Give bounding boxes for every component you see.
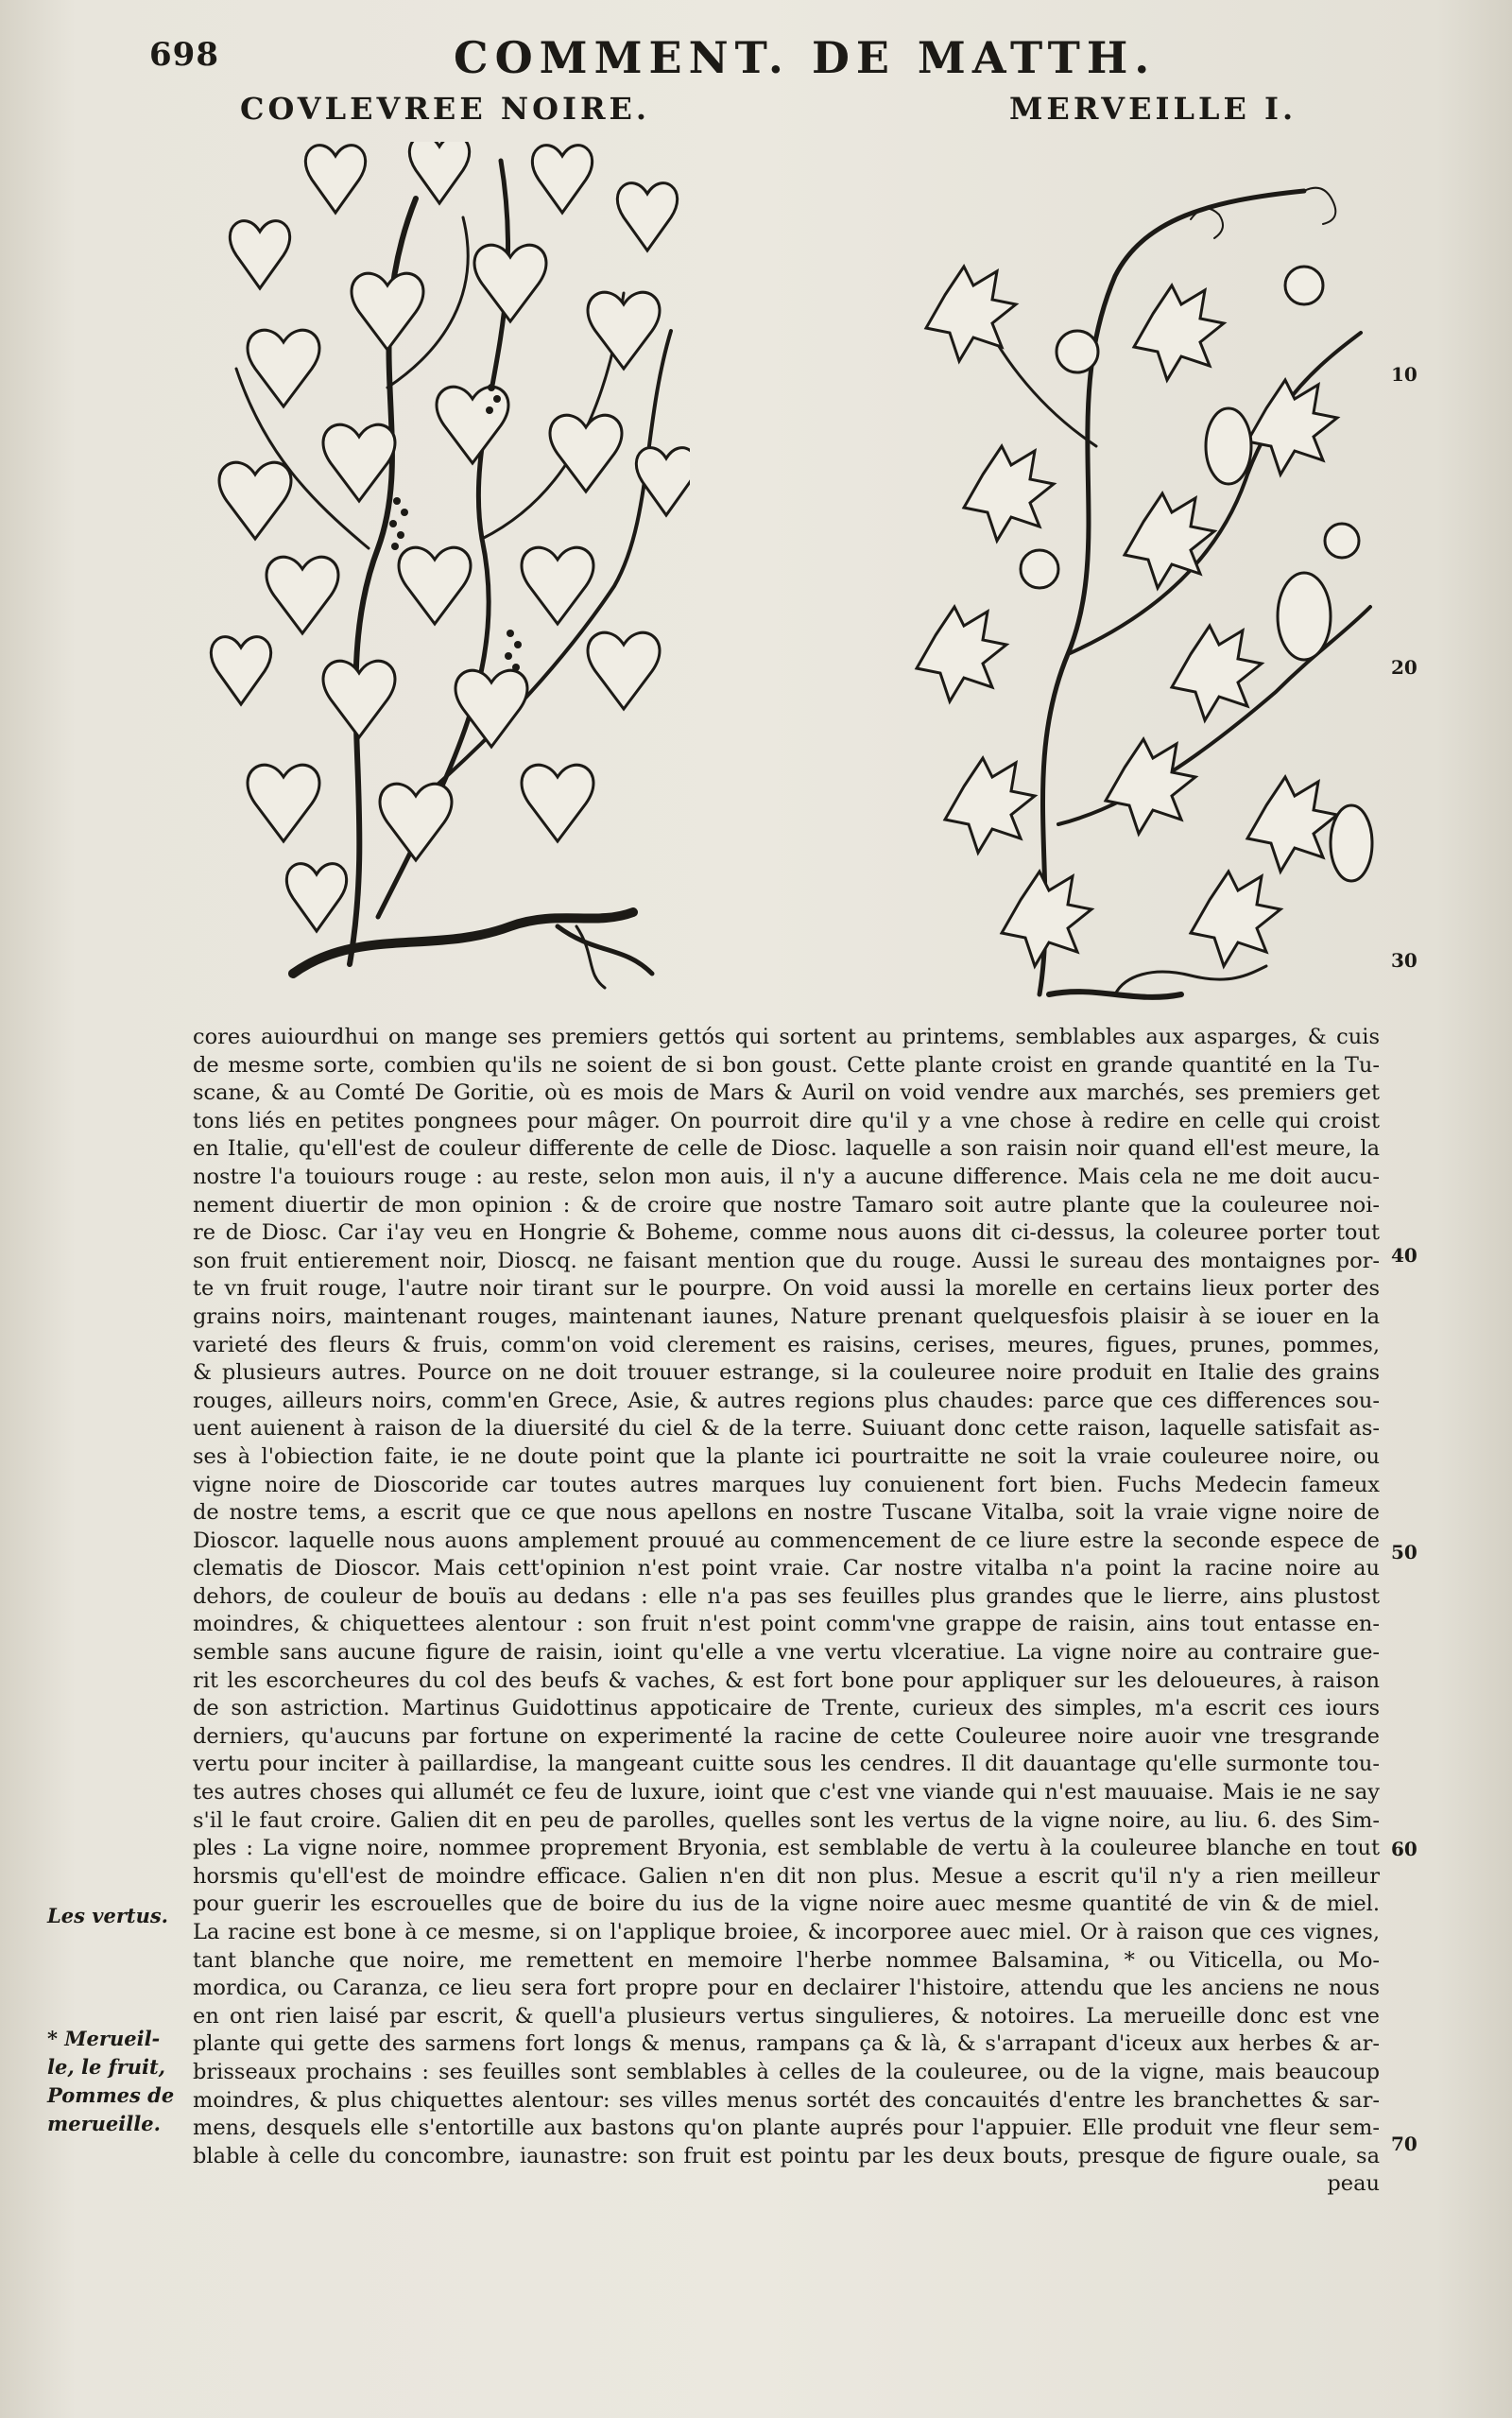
catchword: peau <box>1327 2171 1380 2197</box>
text-line: ses à l'obiection faite, ie ne doute point que la plante ici pourtraitte ne soit la vraie couleuree noire, ou <box>193 1443 1380 1469</box>
line-number: 10 <box>1391 363 1418 386</box>
text-line: en Italie, qu'ell'est de couleur differente de celle de Diosc. laquelle a son raisin noir quand ell'est meure, la <box>193 1136 1380 1162</box>
line-number: 50 <box>1391 1541 1418 1563</box>
text-line: tant blanche que noire, me remettent en memoire l'herbe nommee Balsamina, * ou Viticella, ou Mo- <box>193 1947 1380 1973</box>
line-number: 30 <box>1391 949 1418 972</box>
running-head: COMMENT. DE MATTH. <box>454 32 1157 83</box>
vine-illustration-right <box>907 163 1380 1013</box>
text-line: mordica, ou Caranza, ce lieu sera fort propre pour en declairer l'histoire, attendu que les anciens ne nous <box>193 1976 1380 2001</box>
line-number: 40 <box>1391 1244 1418 1267</box>
text-line: vertu pour inciter à paillardise, la mangeant cuitte sous les cendres. Il dit dauantage qu'elle surmonte tou- <box>193 1752 1380 1777</box>
text-line: rouges, ailleurs noirs, comm'en Grece, Asie, & autres regions plus chaudes: parce que ces differences sou- <box>193 1388 1380 1413</box>
text-line: re de Diosc. Car i'ay veu en Hongrie & Boheme, comme nous auons dit ci-dessus, la coleuree porter tout <box>193 1220 1380 1246</box>
text-line: nostre l'a touiours rouge : au reste, selon mon auis, il n'y a aucune difference. Mais cela ne me doit aucu- <box>193 1164 1380 1189</box>
margin-note-vertus: Les vertus. <box>47 1904 168 1927</box>
text-line: & plusieurs autres. Pource on ne doit trouuer estrange, si la couleuree noire produit en Italie des grains <box>193 1360 1380 1386</box>
text-line: varieté des fleurs & fruis, comm'on void clerement es raisins, cerises, meures, figues, prunes, pommes, <box>193 1332 1380 1357</box>
margin-note-line: le, le fruit, <box>47 2055 165 2079</box>
page-number: 698 <box>149 36 219 74</box>
text-line: de mesme sorte, combien qu'ils ne soient de si bon goust. Cette plante croist en grande quantité en la Tu- <box>193 1052 1380 1078</box>
text-line: blable à celle du concombre, iaunastre: son fruit est pointu par les deux bouts, presque de figure ouale, sa <box>193 2143 1380 2168</box>
text-line: vigne noire de Dioscoride car toutes autres marques luy conuienent fort bien. Fuchs Medecin fameux <box>193 1472 1380 1497</box>
text-line: dehors, de couleur de bouïs au dedans : elle n'a pas ses feuilles plus grandes que le lierre, ains plustost <box>193 1583 1380 1609</box>
text-line: de son astriction. Martinus Guidottinus appoticaire de Trente, curieux des simples, m'a escrit ces iours <box>193 1696 1380 1721</box>
text-line: brisseaux prochains : ses feuilles sont semblables à celles de la couleuree, ou de la vigne, mais beaucoup <box>193 2059 1380 2084</box>
text-line: uent auienent à raison de la diuersité du ciel & de la terre. Suiuant donc cette raison, laquelle satisfait as- <box>193 1416 1380 1442</box>
text-line: clematis de Dioscor. Mais cett'opinion n'est point vraie. Car nostre vitalba n'a point la racine noire au <box>193 1556 1380 1581</box>
text-line: grains noirs, maintenant rouges, maintenant iaunes, Nature prenant quelquesfois plaisir à se iouer en la <box>193 1304 1380 1329</box>
line-number: 20 <box>1391 656 1418 679</box>
margin-note-line: merueille. <box>47 2112 161 2135</box>
margin-note-merveille <box>47 2025 174 2138</box>
text-line: derniers, qu'aucuns par fortune on experimenté la racine de cette Couleuree noire auoir vne tresgrande <box>193 1723 1380 1749</box>
text-line: cores auiourdhui on mange ses premiers gettós qui sortent au printems, semblables aux asparges, & cuis <box>193 1025 1380 1049</box>
text-line: scane, & au Comté De Goritie, où es mois de Mars & Auril on void vendre aux marchés, ses premiers get <box>193 1080 1380 1106</box>
text-line: La racine est bone à ce mesme, si on l'applique broiee, & incorporee auec miel. Or à raison que ces vignes, <box>193 1920 1380 1944</box>
text-line: rit les escorcheures du col des beufs & vaches, & est fort bone pour appliquer sur les deloueures, à raison <box>193 1667 1380 1693</box>
text-line: en ont rien laisé par escrit, & quell'a plusieurs vertus singulieres, & notoires. La merueille donc est vne <box>193 2003 1380 2029</box>
woodcut-merveille <box>907 163 1380 1013</box>
text-line: pour guerir les escrouelles que de boire du ius de la vigne noire auec mesme quantité de vin & de miel. <box>193 1891 1380 1917</box>
line-number: 60 <box>1391 1838 1418 1860</box>
text-line: mens, desquels elle s'entortille aux bastons qu'on plante auprés pour l'appuier. Elle produit vne fleur sem- <box>193 2116 1380 2141</box>
margin-note-line: * Merueil- <box>47 2027 161 2050</box>
text-line: son fruit entierement noir, Dioscq. ne faisant mention que du rouge. Aussi le sureau des montaignes por- <box>193 1248 1380 1273</box>
text-line: moindres, & plus chiquettes alentour: ses villes menus sortét des concauités d'entre les branchettes & sar- <box>193 2087 1380 2113</box>
text-line: te vn fruit rouge, l'autre noir tirant sur le pourpre. On void aussi la morelle en certains lieux porter des <box>193 1276 1380 1302</box>
text-line: semble sans aucune figure de raisin, ioint qu'elle a vne vertu vlceratiue. La vigne noire au contraire gue- <box>193 1640 1380 1666</box>
text-line: tes autres choses qui allumét ce feu de luxure, ioint que c'est vne viande qui n'est mauuaise. Mais ie ne say <box>193 1780 1380 1805</box>
text-line: nement diuertir de mon opinion : & de croire que nostre Tamaro soit autre plante que la couleuree noi- <box>193 1192 1380 1218</box>
margin-note-line: Pommes de <box>47 2083 175 2107</box>
woodcut-couleuree-noire <box>198 142 690 993</box>
text-line: de nostre tems, a escrit que ce que nous apellons en nostre Tuscane Vitalba, soit la vraie vigne noire de <box>193 1500 1380 1526</box>
text-line: horsmis qu'ell'est de moindre efficace. Galien n'en dit non plus. Mesue a escrit qu'il n'y a rien meilleur <box>193 1863 1380 1889</box>
text-line: ples : La vigne noire, nommee proprement Bryonia, est semblable de vertu à la couleuree blanche en tout <box>193 1836 1380 1861</box>
figure-caption-left: COVLEVREE NOIRE. <box>240 91 651 127</box>
text-line: tons liés en petites pongnees pour mâger. On pourroit dire qu'il y a vne chose à redire en celle qui croist <box>193 1108 1380 1133</box>
text-line: s'il le faut croire. Galien dit en peu de parolles, quelles sont les vertus de la vigne noire, au liu. 6. des Sim- <box>193 1807 1380 1833</box>
figure-caption-right: MERVEILLE I. <box>1009 91 1297 127</box>
line-number: 70 <box>1391 2133 1418 2155</box>
text-line: plante qui gette des sarmens fort longs & menus, rampans ça & là, & s'arrapant d'iceux aux herbes & ar- <box>193 2031 1380 2057</box>
text-line: moindres, & chiquettees alentour : son fruit n'est point comm'vne grappe de raisin, ains tout entasse en- <box>193 1612 1380 1637</box>
commentary-text <box>193 1024 1380 2199</box>
vine-illustration-left <box>198 142 690 993</box>
text-line: Dioscor. laquelle nous auons amplement prouué au commencement de ce liure estre la seconde espece de <box>193 1528 1380 1553</box>
